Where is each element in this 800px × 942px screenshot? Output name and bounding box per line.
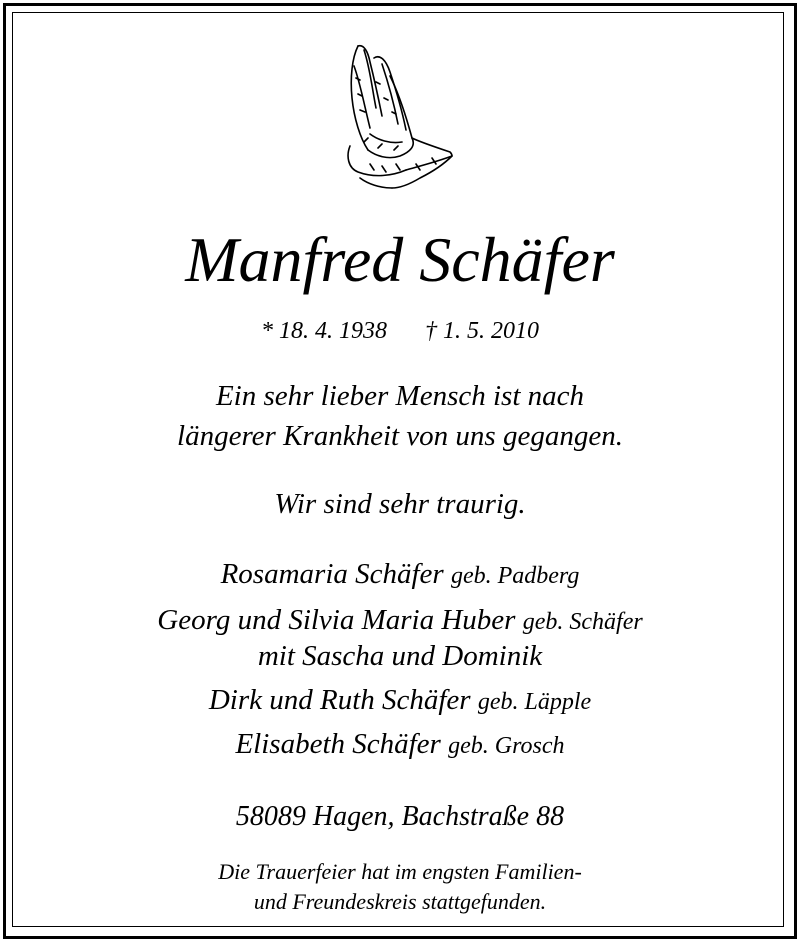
death-date: † 1. 5. 2010: [425, 318, 539, 344]
family-member-maiden-name: geb. Padberg: [450, 563, 580, 589]
birth-date: * 18. 4. 1938: [261, 318, 387, 344]
deceased-name: Manfred Schäfer: [185, 224, 615, 295]
funeral-note-line-1: Die Trauerfeier hat im engsten Familien-: [218, 859, 582, 884]
family-member-name: Rosamaria Schäfer: [220, 558, 444, 590]
praying-hands-icon: [340, 38, 460, 198]
family-member-name: Georg und Silvia Maria Huber: [157, 604, 516, 636]
message-line-2: längerer Krankheit von uns gegangen.: [177, 420, 623, 452]
family-member-maiden-name: geb. Läpple: [477, 689, 592, 715]
family-member: [0, 602, 800, 640]
family-member: [0, 556, 800, 594]
family-member-name: mit Sascha und Dominik: [257, 640, 543, 672]
family-member: [0, 726, 800, 764]
family-member: [0, 682, 800, 720]
address: 58089 Hagen, Bachstraße 88: [235, 801, 565, 832]
message-line-1: Ein sehr lieber Mensch ist nach: [215, 380, 585, 412]
family-member-maiden-name: geb. Schäfer: [522, 609, 643, 635]
family-member-name: Elisabeth Schäfer: [235, 728, 441, 760]
message-line-3: Wir sind sehr traurig.: [274, 488, 526, 520]
family-member: [0, 638, 800, 674]
family-member-name: Dirk und Ruth Schäfer: [208, 684, 471, 716]
funeral-note-line-2: und Freundeskreis stattgefunden.: [253, 889, 547, 914]
family-member-maiden-name: geb. Grosch: [448, 733, 565, 759]
life-dates: [0, 316, 800, 346]
